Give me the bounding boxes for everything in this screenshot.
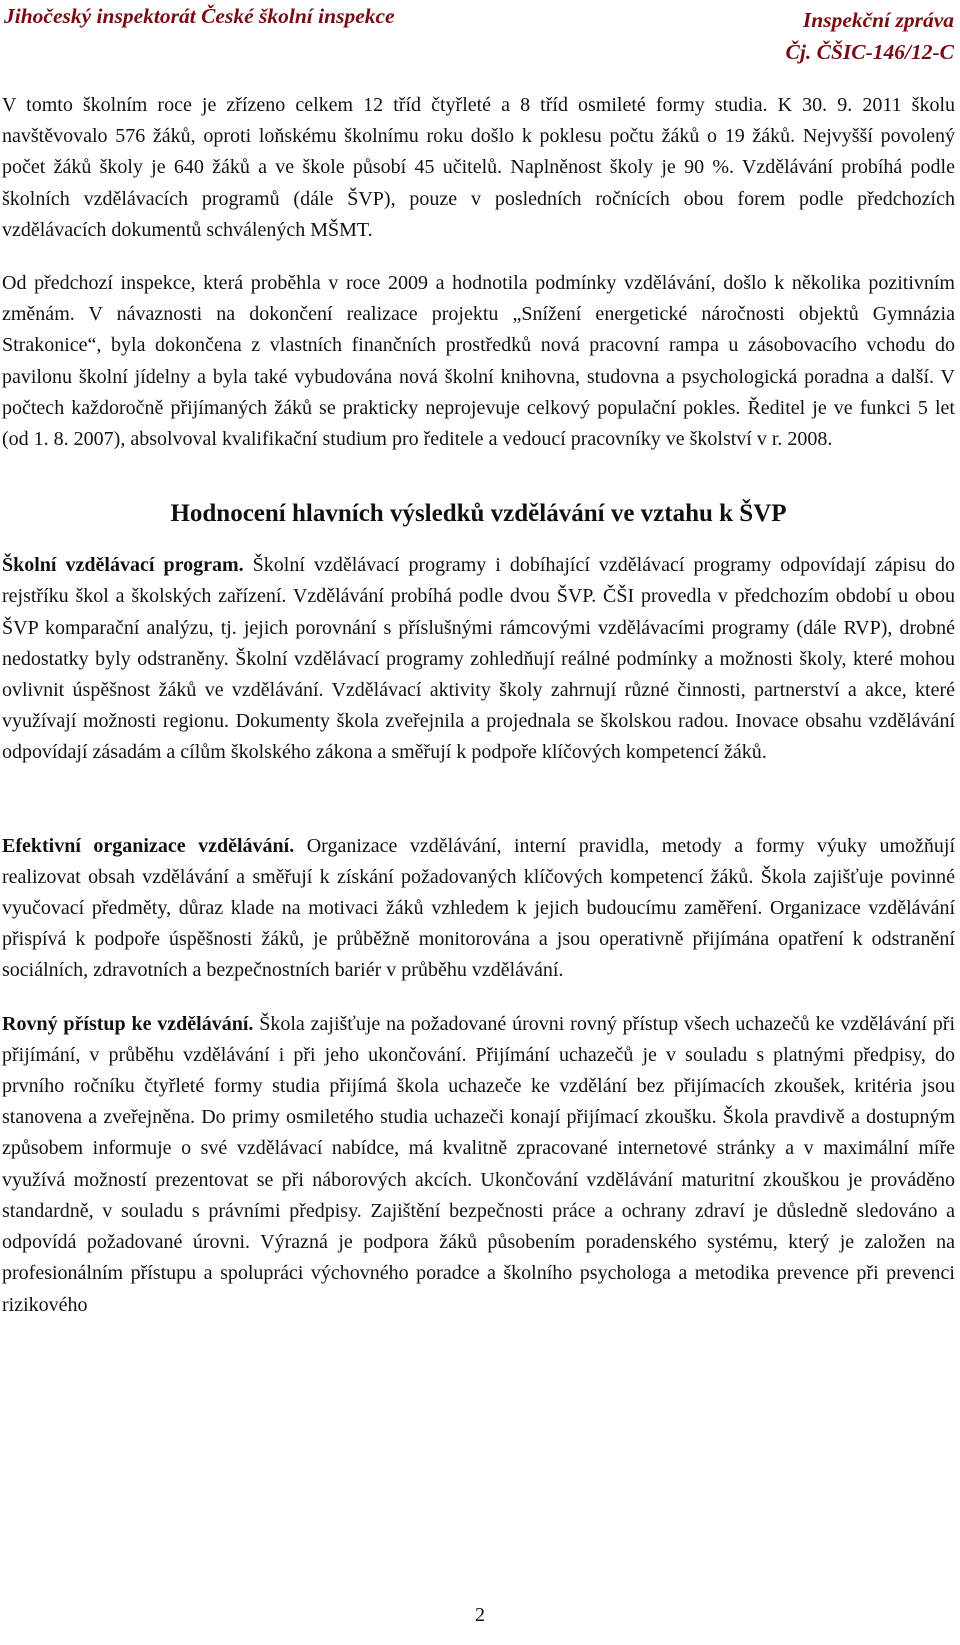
section-text: Školní vzdělávací programy i dobíhající vzdělávací programy odpovídají zápisu do rejstříku škol a školských zařízení. Vzdělávání probíhá podle dvou ŠVP. ČŠI provedla v předchozím období u obou ŠVP komparační analýzu, tj. jejich porovnání s příslušnými rámcovými vzdělávacími programy (dále RVP), drobné nedostatky byly odstraněny. Školní vzdělávací programy zohledňují reálné podmínky a možnosti školy, které mohou ovlivnit úspěšnost žáků ve vzdělávání. Vzdělávací aktivity školy zahrnují různé činnosti, partnerství a akce, které využívají možnosti regionu. Dokumenty škola zveřejnila a projednala se školskou radou. Inovace obsahu vzdělávání odpovídají zásadám a cílům školského zákona a směřují k podpoře klíčových kompetencí žáků. [2,554,955,764]
page-number: 2 [475,1604,485,1626]
section-text: Organizace vzdělávání, interní pravidla, metody a formy výuky umožňují realizovat obsah vzdělávání a směřují k získání požadovaných klíčových kompetencí žáků. Škola zajišťuje povinné vyučovací předměty, důraz klade na motivaci žáků vzhledem k jejich budoucímu zaměření. Organizace vzdělávání přispívá k podpoře úspěšnosti žáků, je průběžně monitorována a jsou operativně přijímána opatření k odstranění sociálních, zdravotních a bezpečnostních bariér v průběhu vzdělávání. [2,834,955,982]
section-text: Škola zajišťuje na požadované úrovni rovný přístup všech uchazečů ke vzdělávání při přijímání, v průběhu vzdělávání i při jeho ukončování. Přijímání uchazečů je v souladu s platnými předpisy, do prvního ročníku čtyřleté formy studia přijímá škola uchazeče ke vzdělání bez přijímacích zkoušek, kritéria jsou stanovena a zveřejněna. Do primy osmiletého studia uchazeči konají přijímací zkoušku. Škola pravdivě a dostupným způsobem informuje o své vzdělávací nabídce, má kvalitně zpracované internetové stránky a v maximální míře využívá možností prezentovat se při náborových akcích. Ukončování vzdělávání maturitní zkouškou je prováděno standardně, v souladu s právními předpisy. Zajištění bezpečnosti práce a ochrany zdraví je důsledně sledováno a odpovídá požadované úrovni. Výrazná je podpora žáků působením poradenského systému, který je založen na profesionálním přístupu a spolupráci výchovného poradce a školního psychologa a metodika prevence při prevenci rizikového [2,1012,955,1316]
section-title: Školní vzdělávací program. [2,554,244,577]
section-title: Rovný přístup ke vzdělávání. [2,1012,254,1035]
document-type: Inspekční zpráva [802,8,954,32]
paragraph-changes: Od předchozí inspekce, která proběhla v roce 2009 a hodnotila podmínky vzdělávání, došlo k několika pozitivním změnám. V návaznosti na dokončení realizace projektu „Snížení energetické náročnosti objektů Gymnázia Strakonice“, byla dokončena z vlastních finančních prostředků nová pracovní rampa u zásobovacího vchodu do pavilonu školní jídelny a byla také vybudována nová školní knihovna, studovna a psychologická poradna a další. V počtech každoročně přijímaných žáků se prakticky neprojevuje celkový populační pokles. Ředitel je ve funkci 5 let (od 1. 8. 2007), absolvoval kvalifikační studium pro ředitele a vedoucí pracovníky ve školství v r. 2008. [2,272,955,451]
document-body [2,90,955,1321]
reference-number: Čj. ČŠIC-146/12-C [785,40,954,64]
section-title: Efektivní organizace vzdělávání. [2,834,295,857]
page-header [0,4,960,68]
section-school-program [2,550,955,768]
institution-name: Jihočeský inspektorát České školní inspekce [4,4,395,28]
paragraph-school-overview: V tomto školním roce je zřízeno celkem 12 tříd čtyřleté a 8 tříd osmileté formy studia. K 30. 9. 2011 školu navštěvovalo 576 žáků, oproti loňskému školnímu roku došlo k poklesu počtu žáků o 19 žáků. Nejvyšší povolený počet žáků školy je 640 žáků a ve škole působí 45 učitelů. Naplněnost školy je 90 %. Vzdělávání probíhá podle školních vzdělávacích programů (dále ŠVP), pouze v posledních ročnících obou forem podle předchozích vzdělávacích dokumentů schválených MŠMT. [2,94,955,241]
section-equal-access [2,1009,955,1321]
section-heading: Hodnocení hlavních výsledků vzdělávání ve vztahu k ŠVP [170,500,787,528]
report-info [786,4,954,68]
section-effective-organization [2,831,955,987]
